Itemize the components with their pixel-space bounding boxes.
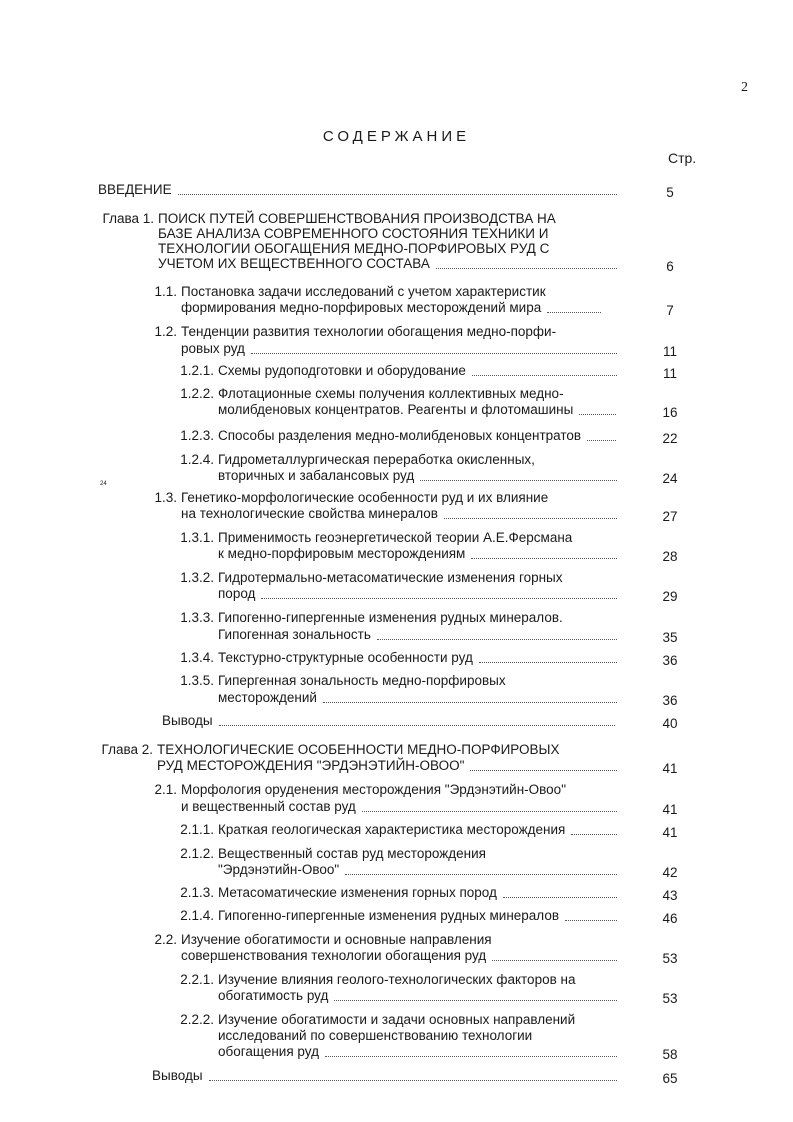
toc-entry-line bbox=[218, 987, 328, 1004]
dot-leader bbox=[178, 181, 617, 195]
toc-page-number: 7 bbox=[666, 303, 674, 318]
toc-page-number: 5 bbox=[666, 185, 674, 200]
toc-entry-text: Гипогенно-гипергенные изменения рудных минералов. bbox=[218, 610, 563, 625]
toc-entry-text: "Эрдэнэтийн-Овоо" bbox=[218, 862, 340, 877]
toc-entry-number: 1.2.3. bbox=[180, 428, 214, 443]
toc-page-number: 65 bbox=[662, 1071, 678, 1086]
toc-entry-line bbox=[180, 529, 573, 546]
dot-leader bbox=[503, 884, 617, 898]
dot-leader bbox=[325, 1043, 617, 1057]
toc-entry-line bbox=[218, 861, 339, 878]
toc-entry-number: 2.1.2. bbox=[180, 846, 214, 861]
dot-leader bbox=[261, 585, 617, 599]
toc-entry-text: на технологические свойства минералов bbox=[181, 506, 438, 521]
toc-entry-line bbox=[162, 712, 213, 729]
toc-entry-number: 2.1.1. bbox=[180, 822, 214, 837]
page-number: 2 bbox=[741, 80, 748, 95]
toc-entry-text: формирования медно-порфировых месторождений мира bbox=[181, 300, 542, 315]
dot-leader bbox=[579, 401, 616, 415]
toc-page-number: 24 bbox=[662, 471, 678, 486]
toc-page-number: 40 bbox=[662, 716, 678, 731]
toc-entry-text: совершенствования технологии обогащения руд bbox=[181, 948, 487, 963]
toc-entry-text: Изучение обогатимости и задачи основных направлений bbox=[218, 1012, 576, 1027]
dot-leader bbox=[547, 299, 601, 313]
toc-entry-number: 2.1.4. bbox=[180, 908, 214, 923]
toc-entry-number: 1.3.4. bbox=[180, 650, 214, 665]
toc-entry-text: Флотационные схемы получения коллективных медно- bbox=[218, 386, 564, 401]
dot-leader bbox=[334, 987, 617, 1001]
toc-entry-line bbox=[180, 569, 563, 586]
toc-entry-line bbox=[101, 741, 560, 758]
toc-page-number: 46 bbox=[662, 911, 678, 926]
toc-entry-text: и вещественный состав руд bbox=[181, 799, 356, 814]
toc-entry-line bbox=[180, 884, 497, 901]
toc-entry-line bbox=[180, 672, 506, 689]
toc-entry-line bbox=[180, 845, 486, 862]
toc-entry-number: Глава 2. bbox=[101, 742, 153, 757]
toc-entry-line bbox=[218, 689, 317, 706]
toc-entry-line bbox=[154, 781, 566, 798]
toc-entry-text: Способы разделения медно-молибденовых концентратов bbox=[218, 428, 582, 443]
toc-page-number: 53 bbox=[662, 991, 678, 1006]
toc-entry-number: 1.3.1. bbox=[180, 530, 214, 545]
toc-entry-text: Гипогенная зональность bbox=[218, 627, 371, 642]
toc-entry-line bbox=[154, 489, 549, 506]
toc-entry-number: 2.2. bbox=[154, 932, 177, 947]
toc-page-number: 6 bbox=[666, 259, 674, 274]
toc-page-number: 41 bbox=[662, 761, 678, 776]
toc-entry-number: 1.3. bbox=[154, 490, 177, 505]
toc-entry-line bbox=[181, 299, 541, 316]
toc-entry-text: Гипогенно-гипергенные изменения рудных минералов bbox=[218, 908, 560, 923]
toc-page-number: 41 bbox=[662, 825, 678, 840]
toc-entry-number: 1.2.2. bbox=[180, 386, 214, 401]
toc-entry-text: Изучение влияния геолого-технологических факторов на bbox=[218, 972, 576, 987]
toc-page-number: 53 bbox=[662, 951, 678, 966]
toc-entry-text: БАЗЕ АНАЛИЗА СОВРЕМЕННОГО СОСТОЯНИЯ ТЕХНИКИ И bbox=[158, 226, 549, 241]
toc-entry-text: Краткая геологическая характеристика месторождения bbox=[218, 822, 566, 837]
toc-entry-line bbox=[180, 821, 566, 838]
toc-entry-number: Глава 1. bbox=[102, 211, 154, 226]
toc-entry-line bbox=[181, 947, 486, 964]
toc-page-number: 22 bbox=[662, 431, 678, 446]
toc-entry-line bbox=[218, 401, 573, 418]
dot-leader bbox=[420, 467, 617, 481]
toc-page-number: 36 bbox=[662, 693, 678, 708]
toc-entry-line bbox=[98, 181, 172, 198]
page-title: СОДЕРЖАНИЕ bbox=[322, 128, 471, 145]
toc-entry-text: Выводы bbox=[162, 713, 213, 728]
dot-leader bbox=[209, 1067, 617, 1081]
toc-entry-text: ТЕХНОЛОГИИ ОБОГАЩЕНИЯ МЕДНО-ПОРФИРОВЫХ РУД С bbox=[158, 241, 550, 256]
toc-entry-text: вторичных и забалансовых руд bbox=[218, 468, 415, 483]
toc-entry-line bbox=[218, 545, 465, 562]
toc-entry-line bbox=[218, 1043, 319, 1060]
toc-page-number: 58 bbox=[662, 1047, 678, 1062]
toc-entry-text: РУД МЕСТОРОЖДЕНИЯ "ЭРДЭНЭТИЙН-ОВОО" bbox=[157, 758, 465, 773]
toc-entry-number: 2.1.3. bbox=[180, 885, 214, 900]
toc-page-number: 36 bbox=[662, 653, 678, 668]
toc-entry-number: 1.1. bbox=[154, 284, 177, 299]
dot-leader bbox=[479, 649, 617, 663]
dot-leader bbox=[377, 626, 617, 640]
toc-entry-number: 1.3.3. bbox=[180, 610, 214, 625]
dot-leader bbox=[470, 757, 617, 771]
toc-entry-line bbox=[154, 283, 546, 300]
toc-entry-line bbox=[181, 798, 356, 815]
dot-leader bbox=[345, 861, 617, 875]
dot-leader bbox=[587, 427, 616, 441]
toc-entry-line bbox=[180, 649, 473, 666]
toc-entry-line bbox=[180, 451, 535, 468]
toc-page-number: 27 bbox=[662, 509, 678, 524]
toc-entry-text: обогатимость руд bbox=[218, 988, 329, 1003]
toc-entry-text: Постановка задачи исследований с учетом характеристик bbox=[181, 284, 546, 299]
dot-leader bbox=[472, 362, 617, 376]
toc-entry-text: молибденовых концентратов. Реагенты и флотомашины bbox=[218, 402, 574, 417]
toc-entry-line bbox=[218, 1027, 532, 1044]
toc-entry-text: Метасоматические изменения горных пород bbox=[218, 885, 497, 900]
toc-page-number: 28 bbox=[662, 549, 678, 564]
toc-entry-text: Применимость геоэнергетической теории А.Е.Ферсмана bbox=[218, 530, 573, 545]
toc-entry-line bbox=[181, 505, 438, 522]
toc-entry-number: 1.3.5. bbox=[180, 673, 214, 688]
toc-entry-text: исследований по совершенствованию технологии bbox=[218, 1028, 533, 1043]
toc-entry-text: Текстурно-структурные особенности руд bbox=[218, 650, 473, 665]
toc-entry-number: 2.2.2. bbox=[180, 1012, 214, 1027]
toc-entry-line bbox=[218, 585, 255, 602]
toc-entry-line bbox=[180, 385, 564, 402]
dot-leader bbox=[444, 505, 617, 519]
toc-entry-number: 2.1. bbox=[154, 782, 177, 797]
toc-entry-line bbox=[154, 931, 492, 948]
toc-entry-line bbox=[180, 427, 582, 444]
toc-entry-line bbox=[180, 971, 576, 988]
toc-entry-text: ПОИСК ПУТЕЙ СОВЕРШЕНСТВОВАНИЯ ПРОИЗВОДСТВА НА bbox=[158, 211, 556, 226]
toc-entry-number: 1.3.2. bbox=[180, 570, 214, 585]
toc-entry-line bbox=[154, 323, 557, 340]
toc-entry-number: 1.2.1. bbox=[180, 363, 214, 378]
toc-entry-line bbox=[180, 1011, 576, 1028]
toc-entry-text: ТЕХНОЛОГИЧЕСКИЕ ОСОБЕННОСТИ МЕДНО-ПОРФИРОВЫХ bbox=[157, 742, 560, 757]
dot-leader bbox=[323, 689, 617, 703]
toc-entry-text: Изучение обогатимости и основные направления bbox=[181, 932, 492, 947]
toc-page-number: 29 bbox=[662, 589, 678, 604]
toc-entry-text: Схемы рудоподготовки и оборудование bbox=[218, 363, 466, 378]
dot-leader bbox=[571, 821, 617, 835]
toc-entry-text: Гидрометаллургическая переработка окисленных, bbox=[218, 452, 535, 467]
margin-mark: 24 bbox=[100, 481, 107, 487]
toc-entry-line bbox=[180, 609, 563, 626]
toc-page-number: 16 bbox=[662, 405, 678, 420]
toc-entry-text: Генетико-морфологические особенности руд и их влияние bbox=[181, 490, 549, 505]
toc-entry-line bbox=[218, 626, 371, 643]
toc-entry-text: ровых руд bbox=[181, 341, 245, 356]
dot-leader bbox=[492, 947, 617, 961]
toc-entry-text: Морфология оруденения месторождения "Эрдэнэтийн-Овоо" bbox=[181, 782, 566, 797]
toc-entry-text: ВВЕДЕНИЕ bbox=[98, 182, 172, 197]
toc-entry-text: Вещественный состав руд месторождения bbox=[218, 846, 486, 861]
dot-leader bbox=[251, 340, 617, 354]
toc-entry-text: обогащения руд bbox=[218, 1044, 319, 1059]
toc-entry-text: Тенденции развития технологии обогащения медно-порфи- bbox=[181, 324, 557, 339]
dot-leader bbox=[219, 712, 615, 726]
toc-entry-line bbox=[180, 907, 560, 924]
toc-page-number: 11 bbox=[662, 366, 677, 381]
toc-page-number: 42 bbox=[662, 865, 678, 880]
dot-leader bbox=[436, 255, 617, 269]
toc-entry-number: 2.2.1. bbox=[180, 972, 214, 987]
toc-entry-text: пород bbox=[218, 586, 256, 601]
toc-entry-text: месторождений bbox=[218, 690, 317, 705]
dot-leader bbox=[362, 798, 617, 812]
toc-entry-line bbox=[152, 1067, 203, 1084]
toc-page-number: 11 bbox=[662, 344, 677, 359]
toc-entry-number: 1.2.4. bbox=[180, 452, 214, 467]
toc-entry-line bbox=[180, 362, 466, 379]
toc-entry-text: Гипергенная зональность медно-порфировых bbox=[218, 673, 506, 688]
toc-page-number: 41 bbox=[662, 802, 678, 817]
dot-leader bbox=[565, 907, 617, 921]
page-column-header: Стр. bbox=[668, 150, 697, 166]
toc-entry-text: Гидротермально-метасоматические изменения горных bbox=[218, 570, 563, 585]
toc-entry-text: к медно-порфировым месторождениям bbox=[218, 546, 466, 561]
toc-entry-line bbox=[181, 340, 245, 357]
dot-leader bbox=[471, 545, 617, 559]
toc-entry-text: УЧЕТОМ ИХ ВЕЩЕСТВЕННОГО СОСТАВА bbox=[158, 256, 430, 271]
toc-entry-text: Выводы bbox=[152, 1068, 203, 1083]
toc-entry-line bbox=[157, 757, 464, 774]
toc-entry-line bbox=[158, 255, 430, 272]
toc-page-number: 35 bbox=[662, 630, 678, 645]
toc-entry-line bbox=[218, 467, 414, 484]
toc-entry-number: 1.2. bbox=[154, 324, 177, 339]
toc-page-number: 43 bbox=[662, 888, 678, 903]
